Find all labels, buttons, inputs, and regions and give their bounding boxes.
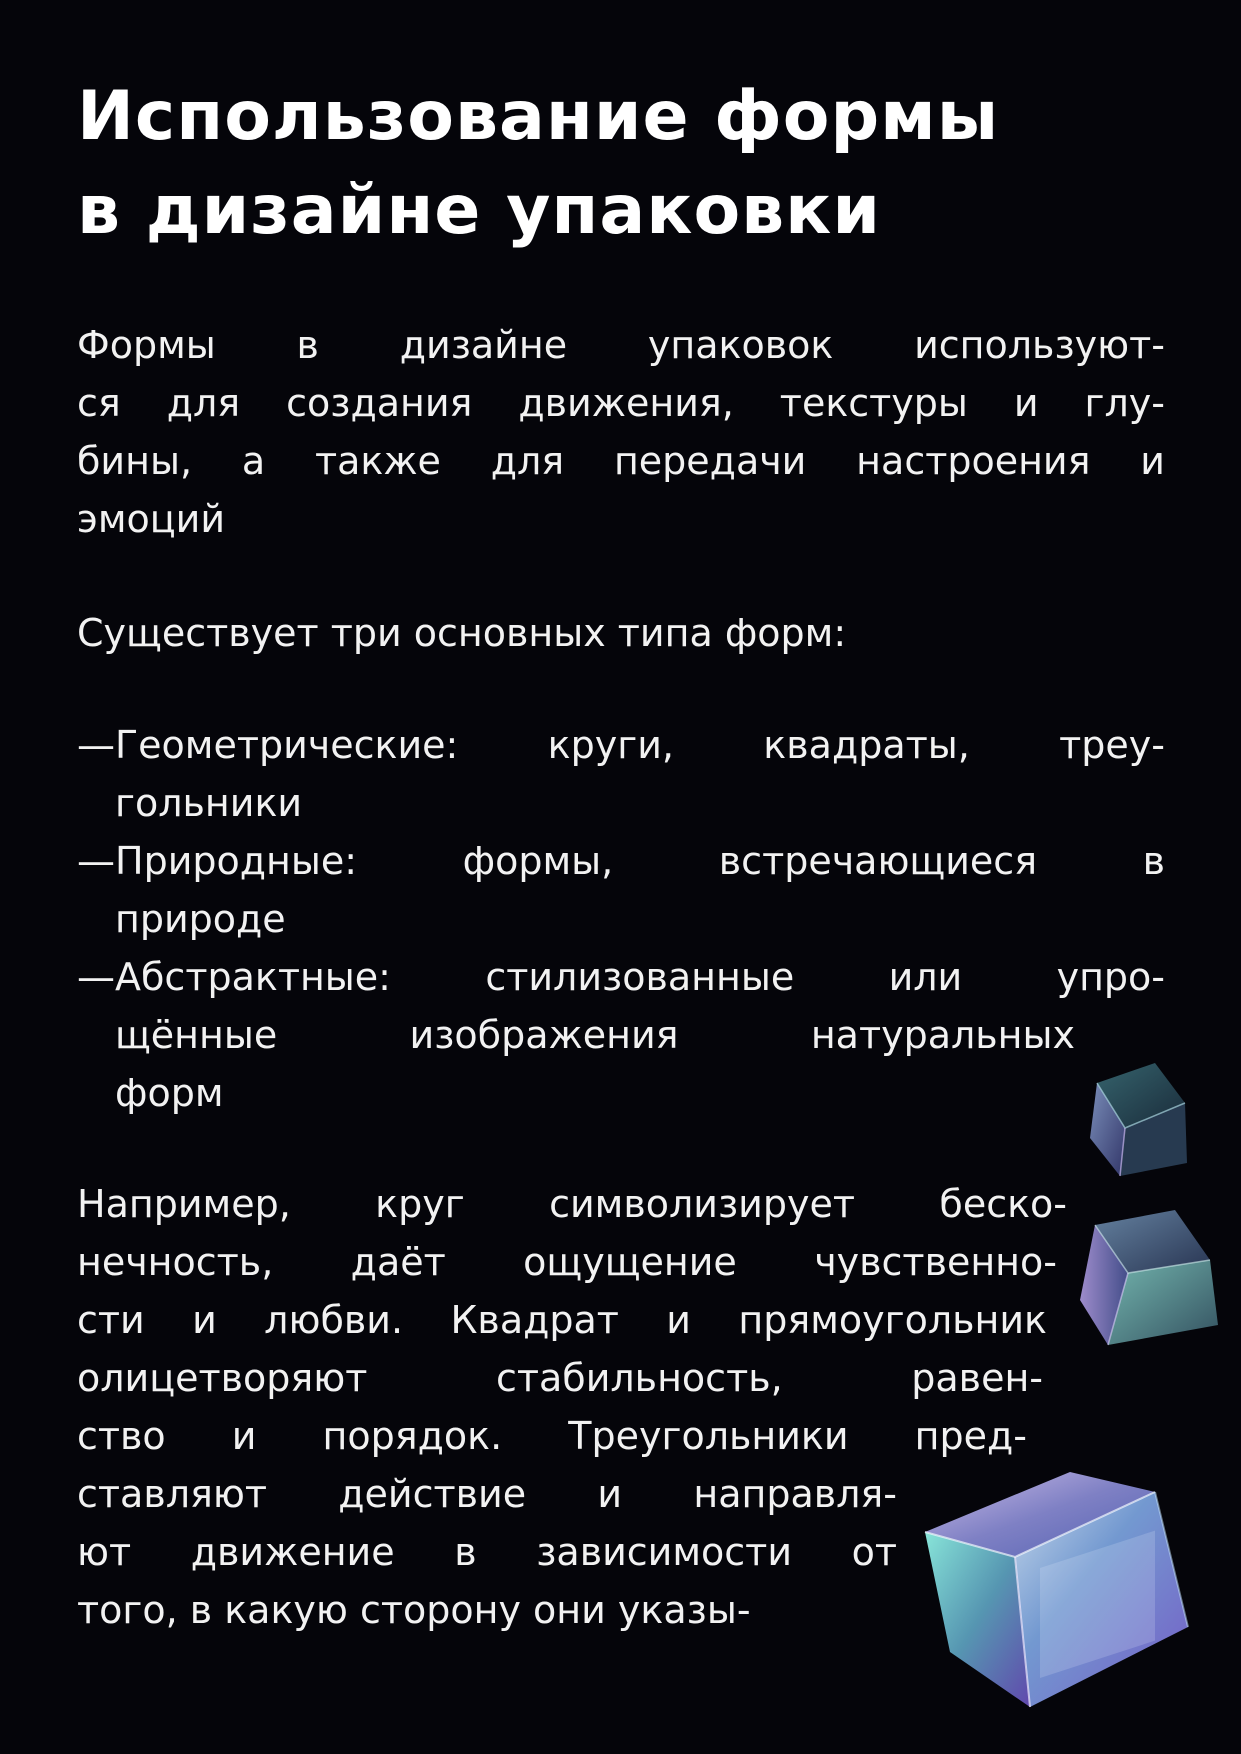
intro-line: эмоций — [77, 497, 226, 541]
list-item — [77, 832, 1165, 948]
list-item-line: гольники — [115, 781, 303, 825]
list-item-line: Абстрактные: стилизованные или упро- — [115, 955, 1165, 999]
page-title — [77, 70, 1177, 258]
intro-paragraph — [77, 316, 1165, 548]
list-item — [77, 948, 1165, 1122]
example-line: ставляют действие и направля- — [77, 1472, 897, 1516]
list-dash: — — [77, 723, 115, 767]
list-item — [77, 716, 1165, 832]
intro-line: ся для создания движения, текстуры и глу- — [77, 381, 1165, 425]
form-types-list — [77, 716, 1165, 1122]
example-line: Например, круг символизирует беско- — [77, 1182, 1067, 1226]
title-line-1: Использование формы — [77, 77, 1000, 156]
list-item-line: форм — [115, 1071, 224, 1115]
example-line: того, в какую сторону они указы- — [77, 1588, 751, 1632]
glass-cube-large-icon — [920, 1462, 1190, 1712]
list-dash: — — [77, 839, 115, 883]
glass-cube-medium-icon — [1080, 1205, 1220, 1350]
types-intro: Существует три основных типа форм: — [77, 611, 847, 655]
example-line: нечность, даёт ощущение чувственно- — [77, 1240, 1057, 1284]
intro-line: бины, а также для передачи настроения и — [77, 439, 1165, 483]
example-line: ют движение в зависимости от — [77, 1530, 897, 1574]
example-line: олицетворяют стабильность, равен- — [77, 1356, 1043, 1400]
glass-cube-small-icon — [1075, 1058, 1195, 1178]
list-item-line: щённые изображения натуральных — [115, 1013, 1075, 1057]
example-line: ство и порядок. Треугольники пред- — [77, 1414, 1027, 1458]
list-item-line: Природные: формы, встречающиеся в — [115, 839, 1165, 883]
list-dash: — — [77, 955, 115, 999]
list-item-line: природе — [115, 897, 286, 941]
list-item-line: Геометрические: круги, квадраты, треу- — [115, 723, 1165, 767]
intro-line: Формы в дизайне упаковок используют- — [77, 323, 1165, 367]
title-line-2: в дизайне упаковки — [77, 171, 881, 250]
example-line: сти и любви. Квадрат и прямоугольник — [77, 1298, 1047, 1342]
